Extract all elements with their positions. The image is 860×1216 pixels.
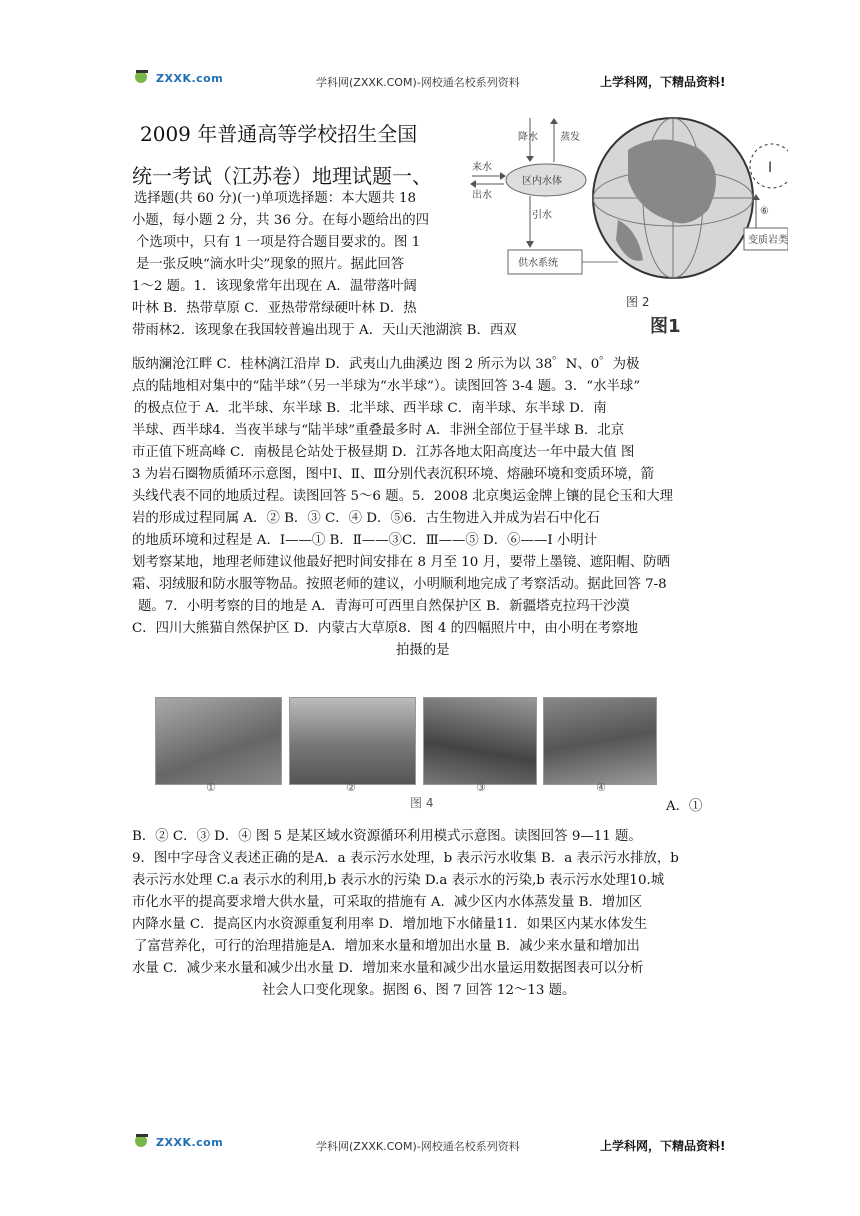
text-line: B．② C．③ D．④ 图 5 是某区域水资源循环利用模式示意图。读图回答 9—11 题。 <box>132 829 642 844</box>
photo-label: ② <box>346 781 356 794</box>
text-line: 小题，每小题 2 分，共 36 分。在每小题给出的四 <box>132 213 430 228</box>
composite-figure <box>468 110 788 335</box>
text-line: 岩的形成过程同属 A．② B．③ C．④ D．⑤6．古生物进入并成为岩石中化石 <box>132 511 600 526</box>
page-footer <box>0 1132 860 1156</box>
text-line: 市化水平的提高要求增大供水量，可采取的措施有 A．减少区内水体蒸发量 B．增加区 <box>132 895 643 910</box>
supply-label: 供水系统 <box>518 258 558 269</box>
text-line: 是一张反映“滴水叶尖”现象的照片。据此回答 <box>136 257 405 272</box>
circle-six-label: ⑥ <box>760 206 769 217</box>
text-line: C．四川大熊猫自然保护区 D．内蒙古大草原8．图 4 的四幅照片中，由小明在考察地 <box>132 621 639 636</box>
footer-slogan: 上学科网，下精品资料! <box>600 1139 726 1153</box>
fig4-caption: 图 4 <box>410 796 434 810</box>
zxxk-logo <box>132 68 224 88</box>
intake-label: 引水 <box>532 210 552 221</box>
fig1-caption: 图1 <box>650 316 681 335</box>
text-line: 划考察某地，地理老师建议他最好把时间安排在 8 月至 10 月，要带上墨镜、遮阳帽、防晒 <box>132 555 671 570</box>
text-line: 9．图中字母含义表述正确的是A．a 表示污水处理，b 表示污水收集 B．a 表示污水排放，b <box>132 851 679 866</box>
exam-title-line2: 统一考试（江苏卷）地理试题一、 <box>132 164 432 188</box>
text-line: 个选项中，只有 1 一项是符合题目要求的。图 1 <box>136 235 421 250</box>
text-line-centered: 拍摄的是 <box>396 643 450 658</box>
zxxk-logo <box>132 1132 224 1152</box>
text-line: 市正值下班高峰 C．南极昆仑站处于极昼期 D．江苏各地太阳高度达一年中最大值 图 <box>132 445 635 460</box>
logo-text: ZXXK.com <box>156 1136 224 1149</box>
text-line: 霜、羽绒服和防水服等物品。按照老师的建议，小明顺利地完成了考察活动。据此回答 7-8 <box>132 577 667 592</box>
metamorphic-label: 变质岩类 <box>748 235 788 246</box>
page-header <box>0 68 860 92</box>
globe-figure <box>593 118 753 309</box>
text-line: 头线代表不同的地质过程。读图回答 5～6 题。5．2008 北京奥运金牌上镶的昆仑玉和大理 <box>132 489 674 504</box>
photo-2 <box>289 697 416 785</box>
water-body-label: 区内水体 <box>522 176 562 187</box>
logo-text: ZXXK.com <box>156 72 224 85</box>
photo-4 <box>543 697 657 785</box>
text-line: 的地质环境和过程是 A．Ⅰ——① B．Ⅱ——③C．Ⅲ——⑤ D．⑥——Ⅰ 小明计 <box>132 533 598 548</box>
text-line: A．① <box>666 799 703 814</box>
header-source: 学科网(ZXXK.COM)-网校通名校系列资料 <box>316 76 520 89</box>
inflow-label: 来水 <box>472 162 492 173</box>
fig2-caption: 图 2 <box>626 295 650 309</box>
text-line: 选择题(共 60 分)(一)单项选择题：本大题共 18 <box>134 191 416 206</box>
footer-source: 学科网(ZXXK.COM)-网校通名校系列资料 <box>316 1140 520 1153</box>
text-line: 带雨林2．该现象在我国较普遍出现于 A．天山天池湖滨 B．西双 <box>132 323 517 338</box>
text-line: 3 为岩石圈物质循环示意图，图中Ⅰ、Ⅱ、Ⅲ分别代表沉积环境、熔融环境和变质环境，箭 <box>132 467 655 482</box>
text-line: 点的陆地相对集中的“陆半球”（另一半球为“水半球”）。读图回答 3-4 题。3．“水半球” <box>132 379 641 394</box>
text-line: 半球、西半球4．当夜半球与“陆半球”重叠最多时 A．非洲全部位于昼半球 B．北京 <box>132 423 625 438</box>
text-line-centered: 社会人口变化现象。据图 6、图 7 回答 12～13 题。 <box>262 983 576 998</box>
text-line: 表示污水处理 C.a 表示水的利用,b 表示水的污染 D.a 表示水的污染,b 表示污水处理10.城 <box>132 873 665 888</box>
photo-1 <box>155 697 282 785</box>
text-line: 1～2 题。1．该现象常年出现在 A．温带落叶阔 <box>132 279 417 294</box>
outflow-label: 出水 <box>472 190 492 201</box>
exam-title-line1: 2009 年普通高等学校招生全国 <box>140 122 418 146</box>
precip-label: 降水 <box>518 132 538 143</box>
header-slogan: 上学科网，下精品资料! <box>600 75 726 89</box>
text-line: 的极点位于 A．北半球、东半球 B．北半球、西半球 C．南半球、东半球 D．南 <box>134 401 607 416</box>
text-line: 了富营养化，可行的治理措施是A．增加来水量和增加出水量 B．减少来水量和增加出 <box>134 939 640 954</box>
photo-label: ③ <box>476 781 486 794</box>
text-line: 版纳澜沧江畔 C．桂林漓江沿岸 D．武夷山九曲溪边 图 2 所示为以 38゜N、0゜为极 <box>132 357 640 372</box>
logo-mascot-icon <box>132 1132 154 1150</box>
logo-mascot-icon <box>132 68 154 86</box>
evap-label: 蒸发 <box>560 132 580 143</box>
photo-3 <box>423 697 537 785</box>
text-line: 水量 C．减少来水量和减少出水量 D．增加来水量和减少出水量运用数据图表可以分析 <box>132 961 644 976</box>
text-line: 题。7．小明考察的目的地是 A．青海可可西里自然保护区 B．新疆塔克拉玛干沙漠 <box>138 599 630 614</box>
roman-one-label: Ⅰ <box>768 160 773 176</box>
text-line: 内降水量 C．提高区内水资源重复利用率 D．增加地下水储量11．如果区内某水体发生 <box>132 917 648 932</box>
photo-label: ① <box>206 781 216 794</box>
text-line: 叶林 B．热带草原 C．亚热带常绿硬叶林 D．热 <box>132 301 417 316</box>
photo-label: ④ <box>596 781 606 794</box>
